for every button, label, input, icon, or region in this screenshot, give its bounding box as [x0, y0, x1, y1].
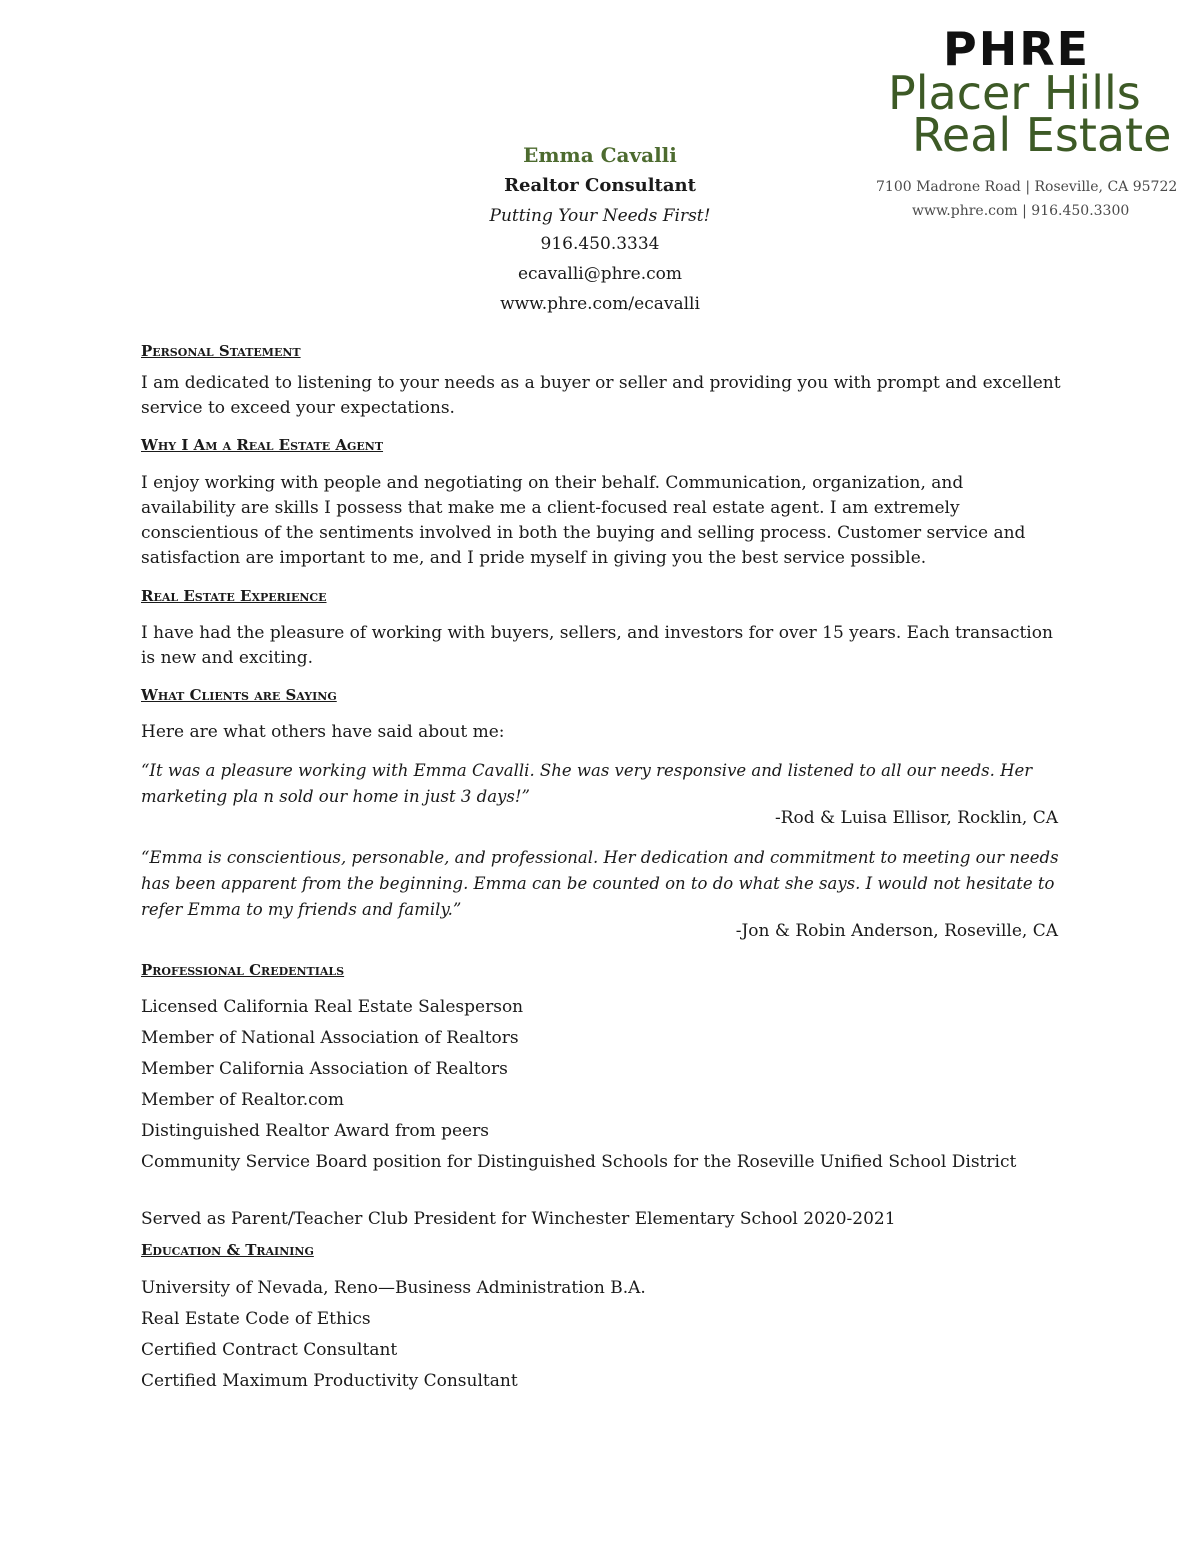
credential-item: Member of National Association of Realtors — [141, 1028, 519, 1048]
credential-item: Member California Association of Realtors — [141, 1059, 508, 1079]
agent-title: Realtor Consultant — [504, 175, 696, 196]
agent-email[interactable]: ecavalli@phre.com — [517, 264, 683, 284]
agent-name: Emma Cavalli — [523, 143, 677, 167]
logo-company-line2: Real Estate — [912, 108, 1172, 162]
experience-text: I have had the pleasure of working with buyers, sellers, and investors for over 15 years. Each transaction is new and exciting. — [141, 623, 1053, 668]
testimonial-quote: “Emma is conscientious, personable, and professional. Her dedication and commitment to meeting our needs has been apparent from the beginning. Emma can be counted on to do what she says. I would not hesitate to refer Emma to my friends and family.” — [141, 848, 1059, 919]
company-address: 7100 Madrone Road | Roseville, CA 95722 — [876, 179, 1178, 195]
education-item: Certified Contract Consultant — [141, 1340, 398, 1360]
testimonial-quote: “It was a pleasure working with Emma Cavalli. She was very responsive and listened to all our needs. Her marketing pla n sold our home in just 3 days!” — [141, 761, 1033, 806]
experience-heading: Real Estate Experience — [141, 587, 327, 605]
personal-statement-text: I am dedicated to listening to your needs as a buyer or seller and providing you with prompt and excellent service to exceed your expectations. — [141, 373, 1061, 418]
education-item: Real Estate Code of Ethics — [141, 1309, 371, 1329]
agent-phone: 916.450.3334 — [540, 234, 660, 254]
company-logo — [868, 22, 1178, 219]
credential-item: Distinguished Realtor Award from peers — [141, 1121, 489, 1141]
agent-tagline: Putting Your Needs First! — [489, 206, 711, 226]
clients-heading: What Clients are Saying — [141, 686, 337, 704]
why-agent-heading: Why I Am a Real Estate Agent — [141, 436, 384, 454]
credential-item: Community Service Board position for Distinguished Schools for the Roseville Unified School District — [141, 1152, 1017, 1172]
education-heading: Education & Training — [141, 1241, 314, 1259]
logo-abbrev: PHRE — [943, 22, 1091, 76]
credentials-heading: Professional Credentials — [141, 961, 345, 979]
testimonial-attribution: -Jon & Robin Anderson, Roseville, CA — [735, 921, 1058, 941]
company-web-phone: www.phre.com | 916.450.3300 — [912, 203, 1130, 219]
testimonial-attribution: -Rod & Luisa Ellisor, Rocklin, CA — [774, 808, 1058, 828]
education-item: University of Nevada, Reno—Business Administration B.A. — [141, 1278, 646, 1298]
why-agent-text: I enjoy working with people and negotiating on their behalf. Communication, organization, and availability are skills I possess that make me a client-focused real estate agent. I am extremely conscientious of the sentiments involved in both the buying and selling process. Customer service and satisfaction are important to me, and I pride myself in giving you the best service possible. — [141, 473, 1026, 568]
education-item: Certified Maximum Productivity Consultant — [141, 1371, 518, 1391]
agent-website[interactable]: www.phre.com/ecavalli — [500, 294, 700, 314]
logo-company-line1: Placer Hills — [888, 66, 1141, 120]
personal-statement-heading: Personal Statement — [141, 342, 301, 360]
credential-item: Licensed California Real Estate Salesperson — [141, 997, 524, 1017]
credential-item: Member of Realtor.com — [141, 1090, 345, 1110]
clients-intro: Here are what others have said about me: — [141, 722, 505, 742]
credential-item: Served as Parent/Teacher Club President for Winchester Elementary School 2020-2021 — [141, 1209, 896, 1229]
